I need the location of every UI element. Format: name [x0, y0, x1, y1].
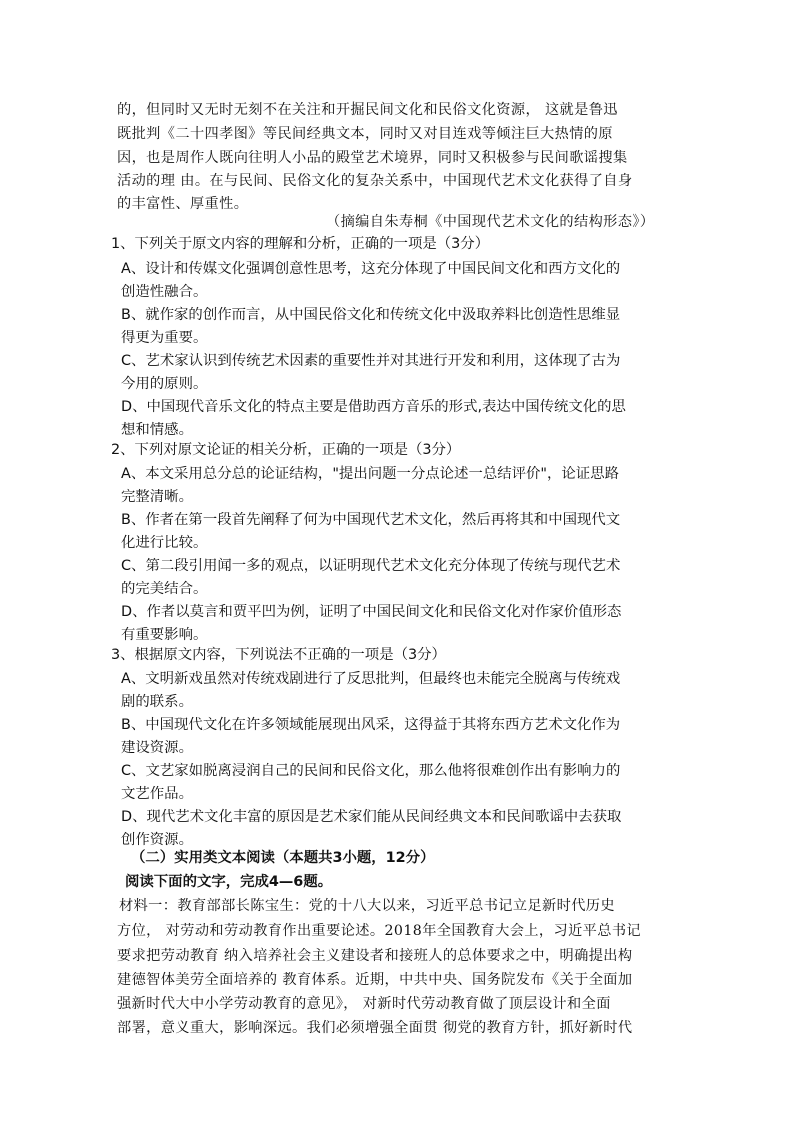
option-line: A、本文采用总分总的论证结构，"提出问题一分点论述一总结评价"，论证思路: [121, 466, 619, 482]
section-heading: （二）实用类文本阅读（本题共3小题，12分）: [131, 850, 435, 866]
passage-line: 活动的理 由。在与民间、民俗文化的复杂关系中，中国现代艺术文化获得了自身: [117, 173, 633, 189]
option-line: 文艺作品。: [121, 786, 193, 802]
material-line: 建德智体美劳全面培养的 教育体系。近期，中共中央、国务院发布《关于全面加: [117, 972, 633, 988]
material-line: 部署，意义重大，影响深远。我们必须增强全面贯 彻党的教育方针，抓好新时代: [117, 1020, 633, 1036]
passage-line: 既批判《二十四孝图》等民间经典文本，同时又对目连戏等倾注巨大热情的原: [117, 126, 613, 142]
option-line: A、文明新戏虽然对传统戏剧进行了反思批判，但最终也未能完全脱离与传统戏: [121, 671, 621, 687]
option-line: B、作者在第一段首先阐释了何为中国现代艺术文化，然后再将其和中国现代文: [121, 512, 621, 528]
option-line: 想和情感。: [121, 422, 193, 438]
section-instruction: 阅读下面的文字，完成4—6题。: [125, 874, 333, 890]
option-line: C、第二段引用闻一多的观点，以证明现代艺术文化充分体现了传统与现代艺术: [121, 558, 621, 574]
option-line: A、设计和传媒文化强调创意性思考，这充分体现了中国民间文化和西方文化的: [121, 261, 621, 277]
passage-line: 的丰富性、厚重性。: [117, 196, 249, 212]
material-line: 强新时代大中小学劳动教育的意见》， 对新时代劳动教育做了顶层设计和全面: [117, 996, 611, 1012]
passage-line: 因，也是周作人既向往明人小品的殿堂艺术境界，同时又积极参与民间歌谣搜集: [117, 150, 628, 166]
option-line: D、现代艺术文化丰富的原因是艺术家们能从民间经典文本和民间歌谣中去获取: [121, 809, 622, 825]
option-line: 建设资源。: [121, 740, 193, 756]
passage-line: 的，但同时又无时无刻不在关注和开掘民间文化和民俗文化资源， 这就是鲁迅: [117, 102, 618, 118]
material-line: 要求把劳动教育 纳入培养社会主义建设者和接班人的总体要求之中，明确提出构: [117, 948, 633, 964]
material-line: 方位， 对劳动和劳动教育作出重要论述。2018年全国教育大会上，习近平总书记: [117, 923, 642, 939]
option-line: D、中国现代音乐文化的特点主要是借助西方音乐的形式,表达中国传统文化的思: [121, 399, 626, 415]
option-line: D、作者以莫言和贾平凹为例，证明了中国民间文化和民俗文化对作家价值形态: [121, 604, 622, 620]
question-stem: 1、下列关于原文内容的理解和分析，正确的一项是（3分）: [111, 236, 490, 252]
passage-source: （摘编自朱寿桐《中国现代艺术文化的结构形态》）: [326, 214, 655, 230]
option-line: 化进行比较。: [121, 535, 208, 551]
option-line: 的完美结合。: [121, 581, 208, 597]
option-line: 今用的原则。: [121, 376, 208, 392]
option-line: 有重要影响。: [121, 627, 208, 643]
option-line: 剧的联系。: [121, 694, 193, 710]
option-line: 完整清晰。: [121, 489, 193, 505]
question-stem: 3、根据原文内容，下列说法不正确的一项是（3分）: [111, 647, 446, 663]
option-line: 创作资源。: [121, 832, 193, 848]
option-line: C、艺术家认识到传统艺术因素的重要性并对其进行开发和利用，这体现了古为: [121, 353, 621, 369]
material-line: 材料一：教育部部长陈宝生：党的十八大以来，习近平总书记立足新时代历史: [119, 898, 615, 914]
question-stem: 2、下列对原文论证的相关分析，正确的一项是（3分）: [111, 442, 461, 458]
option-line: B、就作家的创作而言，从中国民俗文化和传统文化中汲取养料比创造性思维显: [121, 307, 621, 323]
option-line: B、中国现代文化在许多领域能展现出风采，这得益于其将东西方艺术文化作为: [121, 717, 621, 733]
option-line: 得更为重要。: [121, 330, 208, 346]
option-line: C、文艺家如脱离浸润自己的民间和民俗文化，那么他将很难创作出有影响力的: [121, 763, 621, 779]
option-line: 创造性融合。: [121, 284, 208, 300]
